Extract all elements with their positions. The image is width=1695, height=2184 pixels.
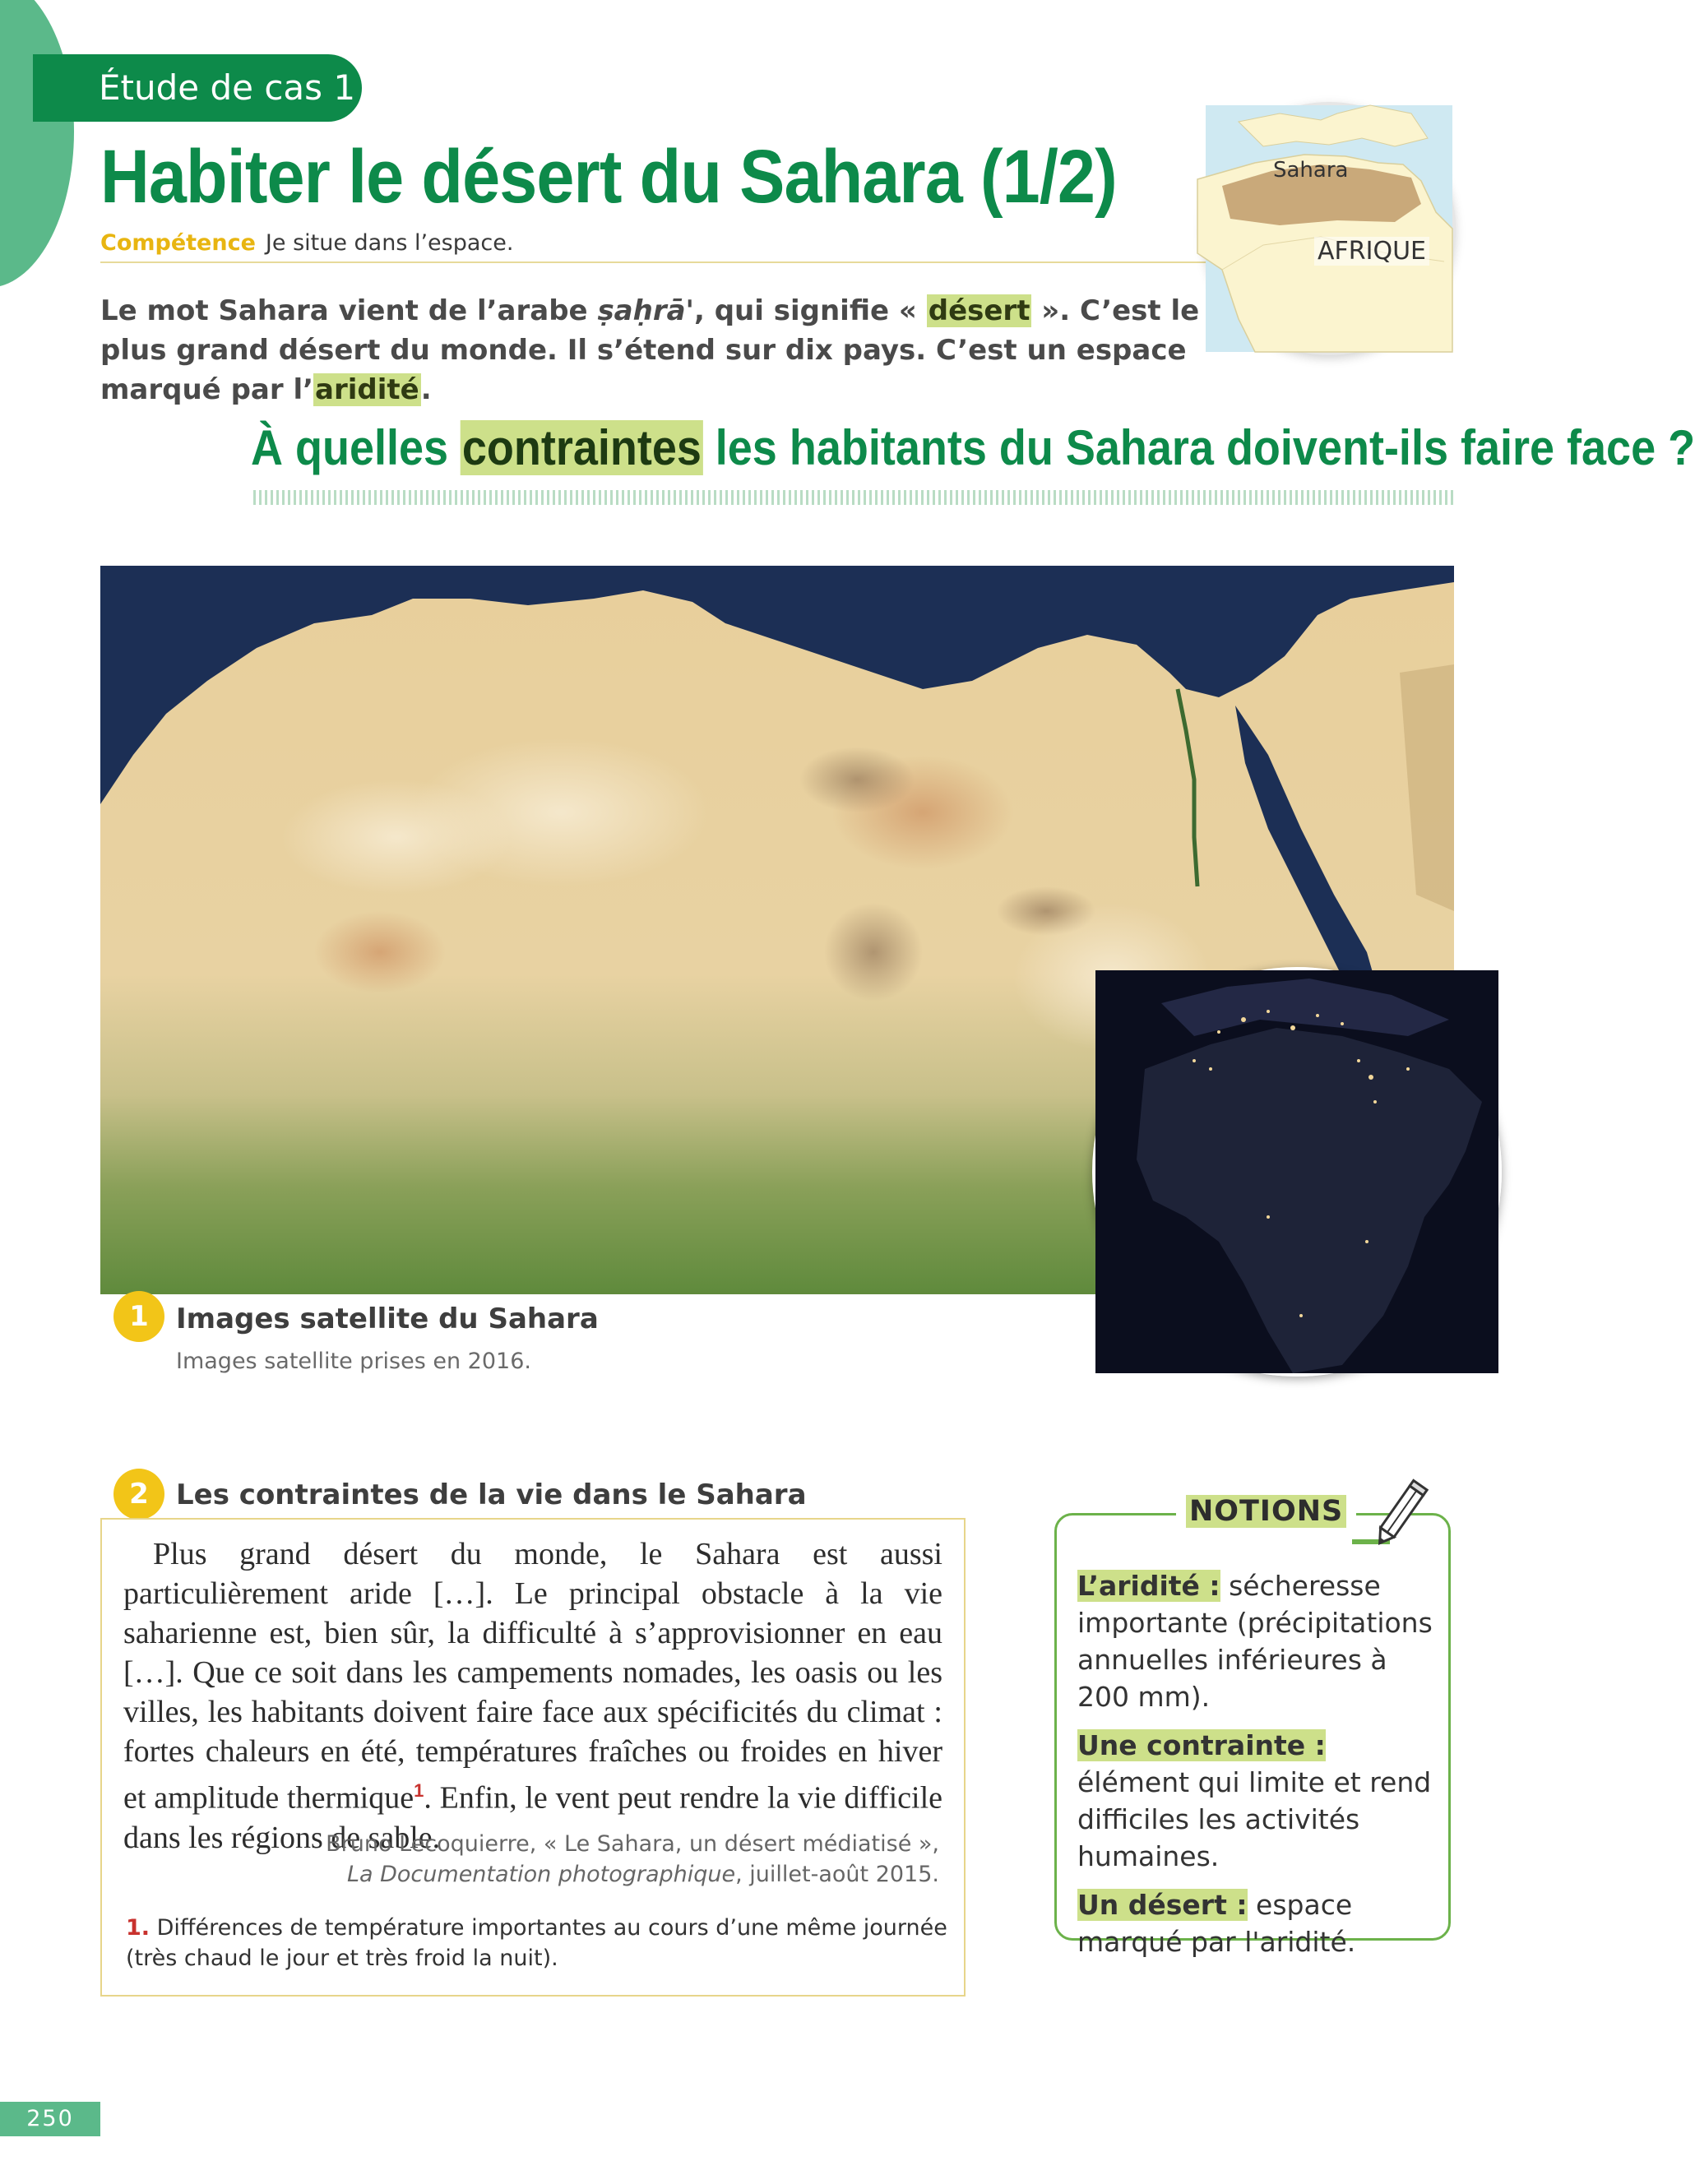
- competence-text: Je situe dans l’espace.: [265, 230, 514, 256]
- notions-heading-text: NOTIONS: [1186, 1495, 1346, 1528]
- question-text: les habitants du Sahara doivent-ils faire face ?: [702, 420, 1695, 475]
- source-publication: La Documentation photographique: [346, 1862, 736, 1887]
- notions-list: [1077, 1567, 1439, 1972]
- intro-text: ». C’est le plus grand désert du monde. Il s’étend sur dix pays. C’est un espace marqué par l’: [100, 294, 1200, 406]
- doc1-number-badge: 1: [113, 1291, 164, 1342]
- africa-map-graphic: [1206, 105, 1452, 352]
- night-earth-graphic: [1095, 970, 1498, 1373]
- notion-term: Un désert :: [1077, 1889, 1248, 1921]
- notion-definition: espace marqué par l'aridité.: [1077, 1889, 1356, 1958]
- case-study-tag: Étude de cas 1: [33, 54, 362, 122]
- doc2-footnote: [126, 1913, 948, 1973]
- notion-item: [1077, 1886, 1439, 1960]
- doc2-source: [326, 1829, 939, 1890]
- intro-text: .: [420, 373, 432, 406]
- doc2-title: Les contraintes de la vie dans le Sahara: [176, 1478, 807, 1511]
- corner-decoration: [0, 0, 74, 288]
- notion-definition: élément qui limite et rend difficiles les activités humaines.: [1077, 1766, 1432, 1872]
- africa-map-label: AFRIQUE: [1314, 237, 1429, 266]
- doc1-subtitle: Images satellite prises en 2016.: [176, 1349, 531, 1374]
- doc2-number-badge: 2: [113, 1469, 164, 1520]
- footnote-number: 1.: [126, 1915, 151, 1941]
- pencil-icon: [1352, 1475, 1439, 1549]
- keyword-aridite: aridité: [315, 373, 419, 406]
- quote-text: . Enfin, le vent peut rendre la vie difficile dans les régions de sable.: [123, 1780, 942, 1855]
- keyword-contraintes: contraintes: [461, 420, 702, 475]
- doc1-title: Images satellite du Sahara: [176, 1303, 599, 1335]
- keyword-desert: désert: [928, 294, 1030, 327]
- notion-term: L’aridité :: [1077, 1570, 1220, 1602]
- night-satellite-image: [1092, 967, 1502, 1377]
- competence-label: Compétence: [100, 230, 256, 256]
- sahara-map-label: Sahara: [1273, 158, 1349, 183]
- notion-item: [1077, 1567, 1439, 1715]
- problem-question: [251, 415, 1695, 481]
- footnote-text: Différences de température importantes au cours d’une même journée (très chaud le jour et très froid la nuit).: [126, 1915, 947, 1971]
- notion-item: [1077, 1727, 1439, 1875]
- notion-definition: sécheresse importante (précipitations annuelles inférieures à 200 mm).: [1077, 1570, 1433, 1713]
- question-underline: [253, 490, 1454, 505]
- notion-term: Une contrainte :: [1077, 1729, 1326, 1761]
- intro-paragraph: [100, 291, 1211, 410]
- doc2-quote: [123, 1534, 942, 1858]
- arabic-word: ṣaḥrā': [597, 294, 694, 327]
- page-title: Habiter le désert du Sahara (1/2): [100, 135, 1117, 219]
- notions-heading: [1176, 1495, 1356, 1528]
- source-date: , juillet-août 2015.: [735, 1862, 939, 1887]
- quote-text: Plus grand désert du monde, le Sahara est aussi particulièrement aride […]. Le principal obstacle à la vie saharienne est, bien sûr, la difficulté à s’approvisionner en eau […]. Que ce soit dans les campements nomades, les oasis ou les villes, les habitants doivent faire face aux spécificités du climat : fortes chaleurs en été, températures fraîches ou froides en hiver et amplitude thermique: [123, 1537, 942, 1816]
- source-author: Bruno Lecoquierre, « Le Sahara, un désert médiatisé »,: [326, 1831, 939, 1857]
- locator-map: [1202, 102, 1456, 355]
- page-number: 250: [0, 2102, 100, 2136]
- intro-text: , qui signifie «: [693, 294, 927, 327]
- question-text: À quelles: [251, 420, 461, 475]
- footnote-ref: 1: [414, 1780, 424, 1801]
- intro-text: Le mot Sahara vient de l’arabe: [100, 294, 598, 327]
- competence-line: [100, 229, 513, 258]
